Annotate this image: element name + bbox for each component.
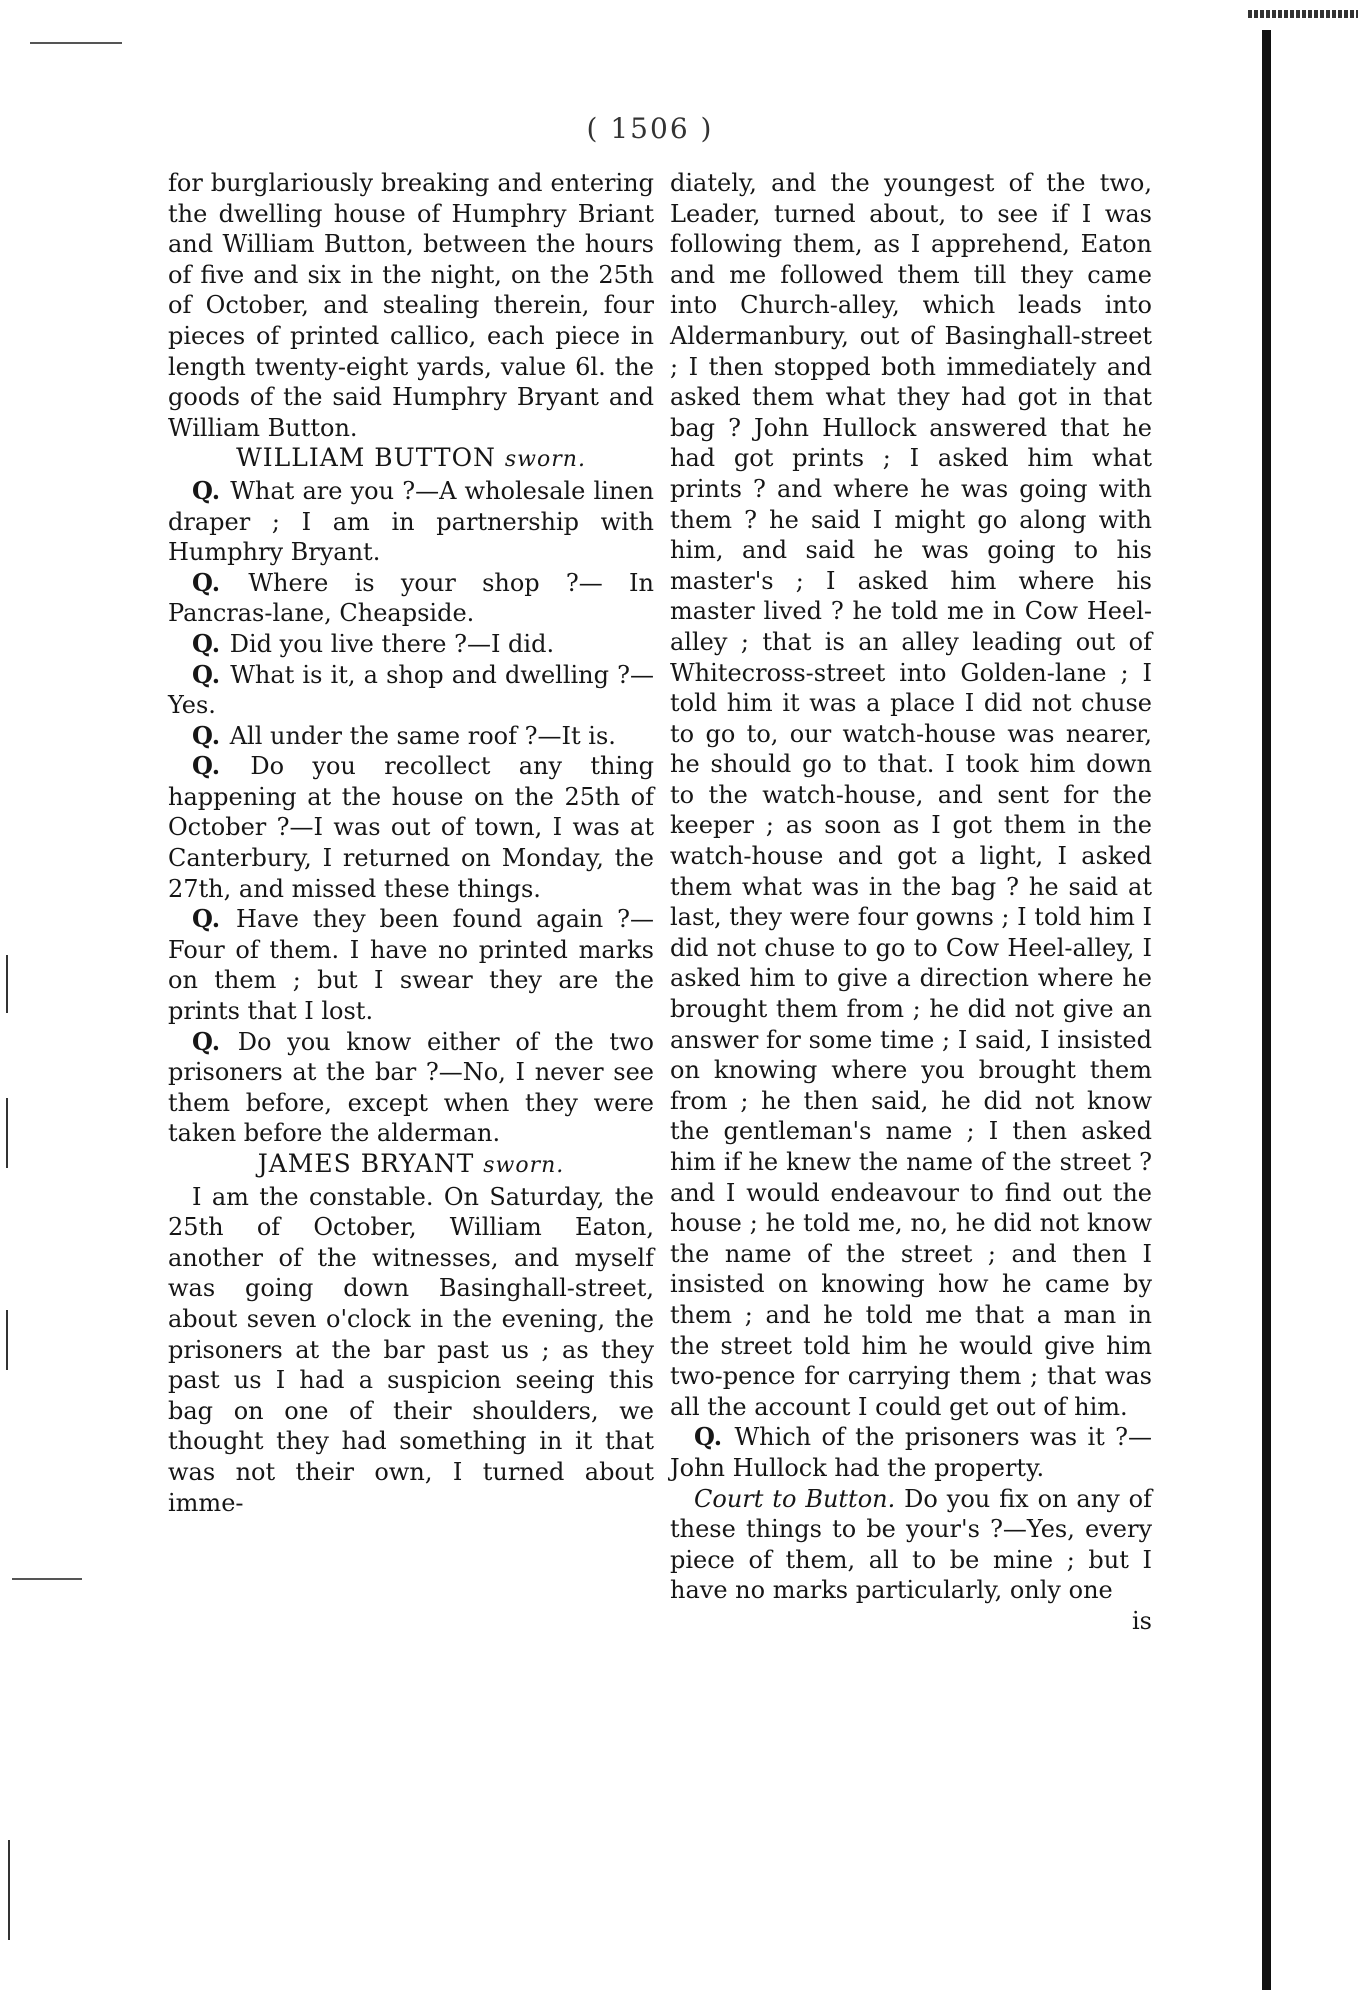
qa-item (168, 1027, 654, 1149)
qa-item (670, 1422, 1152, 1483)
qa-item (168, 568, 654, 629)
witness-heading-bryant (168, 1149, 654, 1182)
margin-tick-2 (6, 1098, 8, 1168)
margin-tick-4 (8, 1840, 10, 1940)
qa-text: Did you live there ?—I did. (229, 629, 555, 658)
qa-item (168, 629, 654, 660)
q-glyph: Q. (192, 659, 221, 689)
court-label: Court to Button. (694, 1484, 896, 1513)
witness-name: WILLIAM BUTTON (236, 443, 496, 473)
qa-text: What is it, a shop and dwelling ?—Yes. (168, 660, 654, 720)
q-glyph: Q. (192, 751, 221, 781)
q-glyph: Q. (192, 567, 221, 597)
margin-tick-3 (6, 1310, 8, 1370)
testimony-paragraph: I am the constable. On Saturday, the 25th of October, William Eaton, another of the witnesses, and myself was going down Basinghall-street, about seven o'clock in the evening, the prisoners at the bar past us ; as they past us I had a suspicion seeing this bag on one of their shoulders, we thought they had something in it that was not their own, I turned about imme- (168, 1182, 654, 1517)
q-glyph: Q. (192, 904, 221, 934)
qa-text: All under the same roof ?—It is. (229, 721, 616, 750)
qa-text: Have they been found again ?—Four of them. I have no printed marks on them ; but I swear they are the prints that I lost. (168, 905, 654, 1026)
court-text: Do you fix on any of these things to be your's ?—Yes, every piece of them, all to be mine ; but I have no marks particularly, only one (670, 1484, 1152, 1605)
qa-text: What are you ?—A wholesale linen draper ; I am in partnership with Humphry Bryant. (168, 476, 654, 567)
qa-item (168, 904, 654, 1026)
qa-text: Do you recollect any thing happening at the house on the 25th of October ?—I was out of town, I was at Canterbury, I returned on Monday, the 27th, and missed these things. (168, 752, 654, 903)
binding-edge-line (1262, 30, 1271, 1990)
testimony-continuation: diately, and the youngest of the two, Leader, turned about, to see if I was following them, as I apprehend, Eaton and me followed them till they came into Church-alley, which leads into Aldermanbury, out of Basinghall-street ; I then stopped both immediately and asked them what they had got in that bag ? John Hullock answered that he had got prints ; I asked him what prints ? and where he was going with them ? he said I might go along with him, and said he was going to his master's ; I asked him where his master lived ? he told me in Cow Heel-alley ; that is an alley leading out of Whitecross-street into Golden-lane ; I told him it was a place I did not chuse to go to, our watch-house was nearer, he should go to that. I took him down to the watch-house, and sent for the keeper ; as soon as I got them in the watch-house and got a light, I asked them what was in the bag ? he said at last, they were four gowns ; I told him I did not chuse to go to Cow Heel-alley, I asked him to give a direction where he brought them from ; he did not give an answer for some time ; I said, I insisted on knowing where you brought them from ; he then said, he did not know the gentleman's name ; I then asked him if he knew the name of the street ? and I would endeavour to find out the house ; he told me, no, he did not know the name of the street ; and then I insisted on knowing how he came by them ; and he told me that a man in the street told him he would give him two-pence for carrying them ; that was all the account I could get out of him. (670, 169, 1152, 1421)
left-column (168, 168, 654, 1518)
court-question (670, 1484, 1152, 1606)
witness-heading-button (168, 443, 654, 476)
page-number: ( 1506 ) (586, 112, 714, 145)
qa-text: Which of the prisoners was it ?—John Hullock had the property. (670, 1423, 1152, 1482)
sworn-label: sworn. (504, 447, 586, 473)
opening-paragraph: for burglariously breaking and entering the dwelling house of Humphry Briant and William Button, between the hours of five and six in the night, on the 25th of October, and stealing therein, four pieces of printed callico, each piece in length twenty-eight yards, value 6l. the goods of the said Humphry Bryant and William Button. (168, 169, 654, 442)
q-glyph: Q. (192, 1026, 221, 1056)
bottom-rule-left (12, 1578, 82, 1580)
right-column (670, 168, 1152, 1637)
q-glyph: Q. (192, 475, 221, 505)
top-rule-left (30, 42, 122, 44)
qa-item (168, 476, 654, 568)
page-edge-strip (1248, 10, 1358, 18)
qa-item (168, 721, 654, 752)
q-glyph: Q. (192, 628, 221, 658)
qa-text: Do you know either of the two prisoners at the bar ?—No, I never see them before, except when they were taken before the alderman. (168, 1027, 654, 1148)
qa-text: Where is your shop ?— In Pancras-lane, Cheapside. (168, 568, 654, 628)
witness-name: JAMES BRYANT (257, 1149, 475, 1178)
qa-item (168, 660, 654, 721)
q-glyph: Q. (694, 1422, 723, 1452)
margin-tick-1 (6, 955, 8, 1013)
q-glyph: Q. (192, 720, 221, 750)
sworn-label: sworn. (483, 1153, 565, 1178)
qa-item (168, 751, 654, 904)
catchword: is (1132, 1606, 1152, 1635)
